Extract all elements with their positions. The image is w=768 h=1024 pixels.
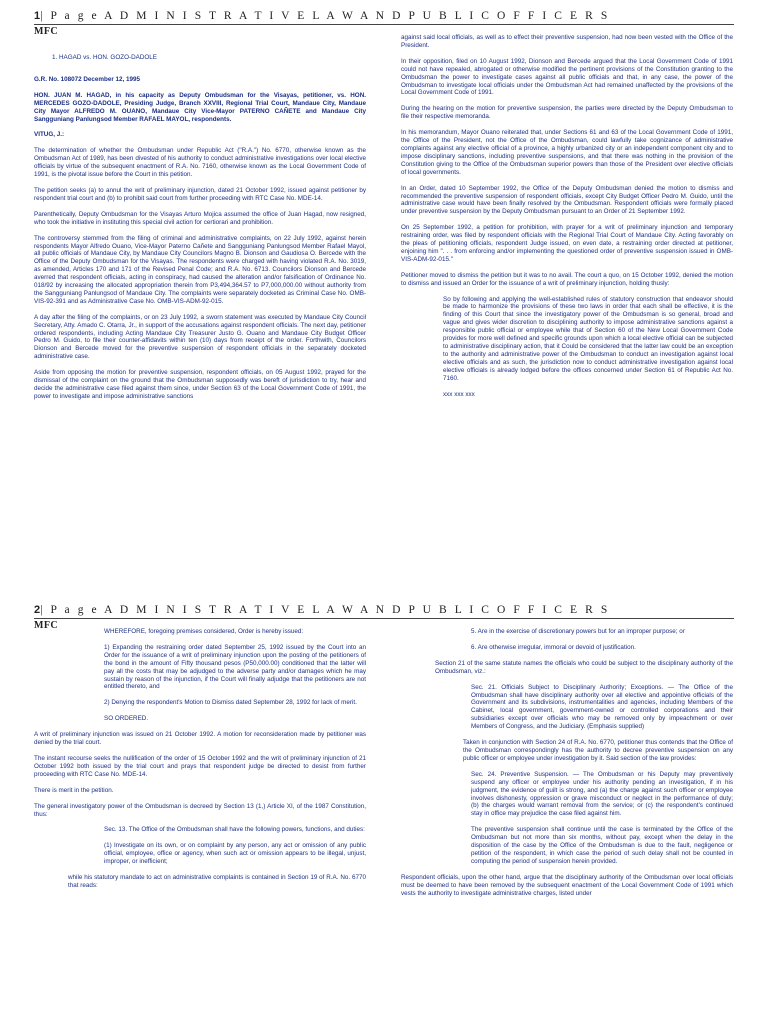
block-quote: 5. Are in the exercise of discretionary powers but for an improper purpose; or bbox=[471, 628, 685, 635]
document-page-2 bbox=[0, 596, 768, 1024]
paragraph: Aside from opposing the motion for preventive suspension, respondent officials, on 05 August 1992, prayed for the dismissal of the complaint on the ground that the Ombudsman supposedly was bereft of jurisdiction to try, hear and decide the administrative case filed against them since, under Section 63 of the Local Government Code of 1991, the power to investigate and impose administrative sanctions bbox=[34, 369, 366, 400]
paragraph: The instant recourse seeks the nullification of the order of 15 October 1992 and the writ of preliminary injunction of 21 October 1992 both issued by the trial court and prays that respondent judge be directed to desist from further proceeding with RTC Case No. MDE-14. bbox=[34, 754, 366, 778]
header-title: 2| P a g e A D M I N I S T R A T I V E L A W A N D P U B L I C O F F I C E R S bbox=[34, 604, 610, 616]
paragraph: against said local officials, as well as to effect their preventive suspension, had now been vested with the Office of the President. bbox=[401, 34, 733, 49]
page1-left-column bbox=[34, 54, 366, 409]
paragraph: Petitioner moved to dismiss the petition but it was to no avail. The court a quo, on 15 October 1992, denied the motion to dismiss and issued an Order for the issuance of a writ of preliminary injunction, holding thusly: bbox=[401, 271, 733, 287]
block-quote: The preventive suspension shall continue until the case is terminated by the Office of the Ombudsman but not more than six months, without pay, except when the delay in the disposition of the case by the Office of the Ombudsman is due to the fault, negligence or petition of the respondent, in which case the period of such delay shall not be counted in computing the period of suspension herein provided. bbox=[471, 826, 733, 865]
paragraph: A writ of preliminary injunction was issued on 21 October 1992. A motion for reconsideration made by petitioner was denied by the trial court. bbox=[34, 731, 366, 747]
page2-left-column bbox=[34, 628, 366, 898]
paragraph: In an Order, dated 10 September 1992, the Office of the Deputy Ombudsman denied the motion to dismiss and recommended the preventive suspension of respondent officials, except City Budget Officer Pedro M. Guido, until the administrative case would have been finally resolved by the Ombudsman. Respondent officials were formally placed under preventive suspension by the Deputy Ombudsman pursuant to an Order of 21 September 1992. bbox=[401, 184, 733, 216]
page1-right-column bbox=[401, 34, 733, 406]
block-quote: Sec. 21. Officials Subject to Disciplinary Authority; Exceptions. — The Office of the Ombudsman shall have disciplinary authority over all elective and appointive officials of the Government and its subdivisions, instrumentalities and agencies, including Members of the Cabinet, local government, government-owned or controlled corporations and their subsidiaries except over officials who may be removed only by impeachment or over Members of Congress, and the Judiciary. (Emphasis supplied) bbox=[471, 683, 733, 731]
page-header bbox=[34, 10, 734, 37]
paragraph: On 25 September 1992, a petition for prohibition, with prayer for a writ of preliminary injunction and temporary restraining order, was filed by respondent officials with the Regional Trial Court of Mandaue City. Acting favorably on the pleas of petitioning officials, respondent Judge issued, on even date, a restraining order directed at petitioner, enjoining him ". . . from enforcing and/or implementing the questioned order of preventive suspension issued in OMB-VIS-ADM-92-015." bbox=[401, 224, 733, 263]
block-quote: WHEREFORE, foregoing premises considered, Order is hereby issued: bbox=[104, 628, 304, 635]
paragraph: Section 21 of the same statute names the officials who could be subject to the disciplinary authority of the Ombudsman, viz.: bbox=[435, 659, 733, 675]
ponente: VITUG, J.: bbox=[34, 131, 65, 139]
paragraph: Parenthetically, Deputy Ombudsman for the Visayas Arturo Mojica assumed the office of Juan Hagad, now resigned, who took the initiative in instituting this special civil action for certiorari and prohibition. bbox=[34, 210, 366, 226]
page2-right-column bbox=[401, 628, 733, 905]
paragraph: In his memorandum, Mayor Ouano reiterated that, under Sections 61 and 63 of the Local Government Code of 1991, the Office of the President, not the Office of the Ombudsman, could lawfully take cognizance of administrative complaints against any elective official of a province, a highly urbanized city or an independent component city and to impose disciplinary sanctions, including preventive suspensions, and that there was nothing in the provision of the Constitution giving to the Office of the Ombudsman superior powers than those of the President over elective officials of local governments. bbox=[401, 129, 733, 176]
ellipsis-marker: xxx xxx xxx bbox=[443, 390, 475, 398]
paragraph: Taken in conjunction with Section 24 of R.A. No. 6770, petitioner thus contends that the Office of the Ombudsman correspondingly has the authority to decree preventive suspension on any public officer or employee under investigation by it. Said section of the law provides: bbox=[463, 739, 733, 762]
block-quote: So by following and applying the well-established rules of statutory construction that endeavor should be made to harmonize the provisions of these two laws in order that each shall be effective, it is the finding of this Court that since the investigatory power of the Ombudsman is so general, broad and vague and gives wider discretion to disciplining authority to impose administrative sanctions against a responsible public official or employee while that of Section 60 of the New Local Government Code provides for more well defined and specific grounds upon which a local elective official can be subjected to administrative disciplinary action, that it Could be considered that the latter law could be an exception to the authority and administrative power of the Ombudsman to conduct an investigation against local elective officials and as such, the jurisdiction now to conduct administrative investigation against local elective officials is already lodged before the offices concerned under Section 61 of Republic Act No. 7160. bbox=[443, 295, 733, 382]
block-quote: Sec. 24. Preventive Suspension. — The Ombudsman or his Deputy may preventively suspend any officer or employee under his authority pending an investigation, if in his judgment, the evidence of guilt is strong, and (a) the charge against such officer or employee involves dishonesty, oppression or grave misconduct or neglect in the performance of duty; (b) the charges would warrant removal from the service; or (c) the respondent's continued stay in office may prejudice the case filed against him. bbox=[471, 770, 733, 818]
block-quote: 6. Are otherwise irregular, immoral or devoid of justification. bbox=[471, 643, 636, 651]
paragraph: In their opposition, filed on 10 August 1992, Dionson and Bercede argued that the Local Government Code of 1991 could not have repealed, abrogated or otherwise modified the pertinent provisions of the Constitution granting to the Ombudsman the power to investigate cases against all public officials and that, in any case, the power of the Ombudsman to investigate local officials under the Ombudsman Act had remained unaffected by the provisions of the Local Government Code of 1991. bbox=[401, 57, 733, 97]
paragraph: The determination of whether the Ombudsman under Republic Act ("R.A.") No. 6770, otherwise known as the Ombudsman Act of 1989, has been divested of his authority to conduct administrative investigations over local elective officials by virtue of the subsequent enactment of R.A. No. 7160, otherwise known as the Local Government Code of 1991, is the pivotal issue before the Court in this petition. bbox=[34, 147, 366, 179]
paragraph: There is merit in the petition. bbox=[34, 786, 114, 794]
case-title: 1. HAGAD vs. HON. GOZO-DADOLE bbox=[52, 54, 157, 61]
block-quote: Sec. 13. The Office of the Ombudsman shall have the following powers, functions, and duties: bbox=[104, 826, 365, 834]
header-mfc: MFC bbox=[34, 26, 58, 37]
block-quote: (1) Investigate on its own, or on complaint by any person, any act or omission of any public official, employee, office or agency, when such act or omission appears to be illegal, unjust, improper, or inefficient; bbox=[104, 842, 366, 866]
page-header bbox=[34, 604, 734, 631]
block-quote: 2) Denying the respondent's Motion to Dismiss dated September 28, 1992 for lack of merit. bbox=[104, 699, 357, 707]
paragraph: while his statutory mandate to act on administrative complaints is contained in Section 19 of R.A. No. 6770 that reads: bbox=[68, 874, 366, 889]
case-number: G.R. No. 108072 December 12, 1995 bbox=[34, 75, 141, 83]
paragraph: The controversy stemmed from the filing of criminal and administrative complaints, on 22 July 1992, against herein respondents Mayor Alfredo Ouano, Vice-Mayor Paterno Cañete and Sangguniang Panlungsod Member Rafael Mayol, all public officials of Mandaue City, by Mandaue City Councilors Magno B. Dionson and Gaudiosa O. Bercede with the Office of the Deputy Ombudsman for the Visayas. The respondents were charged with having violated R.A. No. 3019, as amended, Articles 170 and 171 of the Revised Penal Code; and R.A. No. 6713. Councilors Dionson and Bercede averred that respondent officials, acting in conspiracy, had caused the alteration and/or falsification of Ordinance No. 018/92 by increasing the allocated appropriation therein from P3,494,364.57 to P7,000,000.00 without authority from the Sangguniang Panlungsod of Mandaue City. The complaints were separately docketed as Criminal Case No. OMB-VIS-92-391 and as Administrative Case No. OMB-VIS-ADM-92-015. bbox=[34, 234, 366, 305]
header-rule bbox=[34, 24, 734, 25]
case-parties: HON. JUAN M. HAGAD, in his capacity as Deputy Ombudsman for the Visayas, petitioner, vs. HON. MERCEDES GOZO-DADOLE, Presiding Judge, Branch XXVIII, Regional Trial Court, Mandaue City, Mandaue City Mayor ALFREDO M. OUANO, Mandaue City Vice-Mayor PATERNO CAÑETE and Mandaue City Sangguniang Panlungsod Member RAFAEL MAYOL, respondents. bbox=[34, 91, 366, 123]
paragraph: A day after the filing of the complaints, or on 23 July 1992, a sworn statement was executed by Mandaue City Council Secretary, Atty. Amado C. Otarra, Jr., in support of the accusations against respondent officials. The next day, petitioner ordered respondents, including Acting Mandaue City Treasurer Justo G. Ouano and Mandaue City Budget Officer Pedro M. Guido, to file their counter-affidavits within ten (10) days from receipt of the order. Forthwith, Councilors Dionson and Bercede moved for the preventive suspension of respondent officials in the separately docketed administrative case. bbox=[34, 313, 366, 361]
paragraph: The general investigatory power of the Ombudsman is decreed by Section 13 (1,) Article XI, of the 1987 Constitution, thus: bbox=[34, 802, 366, 818]
header-mfc: MFC bbox=[34, 620, 58, 631]
block-quote: 1) Expanding the restraining order dated September 25, 1992 issued by the Court into an Order for the issuance of a writ of preliminary injunction upon the posting of the petitioners of the bond in the amount of Fifty thousand pesos (P50,000.00) conditioned that the latter will pay all the costs that may be adjudged to the adverse party and/or damages which he may sustain by reason of the injunction, if the Court will finally adjudge that the petitioners are not entitled thereto, and bbox=[104, 643, 366, 691]
paragraph: During the hearing on the motion for preventive suspension, the parties were directed by the Deputy Ombudsman to file their respective memoranda. bbox=[401, 105, 733, 121]
header-rule bbox=[34, 618, 734, 619]
header-title: 1| P a g e A D M I N I S T R A T I V E L A W A N D P U B L I C O F F I C E R S bbox=[34, 10, 610, 22]
paragraph: The petition seeks (a) to annul the writ of preliminary injunction, dated 21 October 1992, issued against petitioner by respondent trial court and (b) to prohibit said court from further proceeding with RTC Case No. MDE-14. bbox=[34, 186, 366, 202]
block-quote: SO ORDERED. bbox=[104, 715, 149, 723]
paragraph: Respondent officials, upon the other hand, argue that the disciplinary authority of the Ombudsman over local officials must be deemed to have been removed by the subsequent enactment of the Local Government Code of 1991 which vests the authority to investigate administrative charges, listed under bbox=[401, 873, 733, 897]
